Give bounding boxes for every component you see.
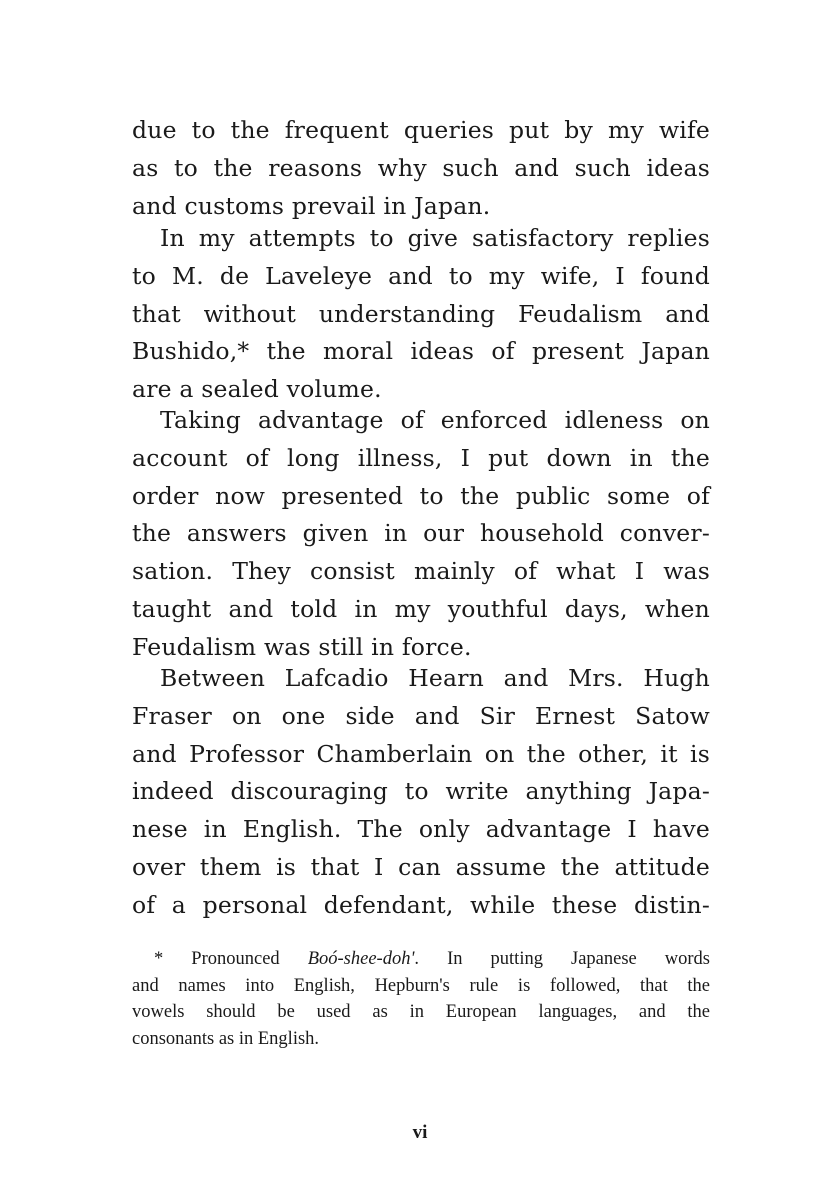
text-line: indeed discouraging to write anything Japa- (132, 777, 710, 806)
paragraph-1 (132, 112, 710, 225)
footnote (132, 946, 710, 1052)
page-number: vi (412, 1122, 428, 1143)
paragraph-3 (132, 402, 710, 667)
text-line: Fraser on one side and Sir Ernest Satow (132, 701, 710, 730)
footnote-line: and names into English, Hepburn's rule is followed, that the (132, 975, 710, 996)
footnote-line-1-rest: . In putting Japanese words (414, 949, 711, 969)
text-line: to M. de Laveleye and to my wife, I found (132, 261, 710, 290)
text-line: sation. They consist mainly of what I was (132, 557, 710, 586)
text-line: are a sealed volume. (132, 375, 382, 404)
text-line: as to the reasons why such and such ideas (132, 153, 710, 182)
text-line: nese in English. The only advantage I have (132, 815, 710, 844)
footnote-pronunciation: Boó-shee-doh' (307, 949, 415, 969)
paragraph-4 (132, 660, 710, 925)
text-line: Feudalism was still in force. (132, 632, 472, 661)
text-line: of a personal defendant, while these distin- (132, 890, 710, 919)
text-line: the answers given in our household conver- (132, 519, 710, 548)
text-line: Bushido,* the moral ideas of present Japan (132, 337, 710, 366)
text-line: due to the frequent queries put by my wife (132, 116, 710, 144)
text-line: that without understanding Feudalism and (132, 299, 710, 328)
text-line: over them is that I can assume the attitude (132, 852, 710, 881)
text-line: taught and told in my youthful days, when (132, 594, 710, 623)
paragraph-2 (132, 220, 710, 409)
footnote-marker-text: * Pronounced (154, 949, 308, 969)
text-line: Taking advantage of enforced idleness on (160, 406, 710, 434)
text-line: Between Lafcadio Hearn and Mrs. Hugh (160, 664, 710, 692)
footnote-line: vowels should be used as in European languages, and the (132, 1002, 710, 1022)
footnote-line (132, 946, 710, 973)
text-line: account of long illness, I put down in the (132, 443, 710, 472)
footnote-line: consonants as in English. (132, 1028, 320, 1049)
text-line: order now presented to the public some of (132, 481, 710, 510)
text-line: In my attempts to give satisfactory replies (160, 224, 710, 252)
text-line: and Professor Chamberlain on the other, it is (132, 739, 710, 768)
text-line: and customs prevail in Japan. (132, 191, 491, 220)
